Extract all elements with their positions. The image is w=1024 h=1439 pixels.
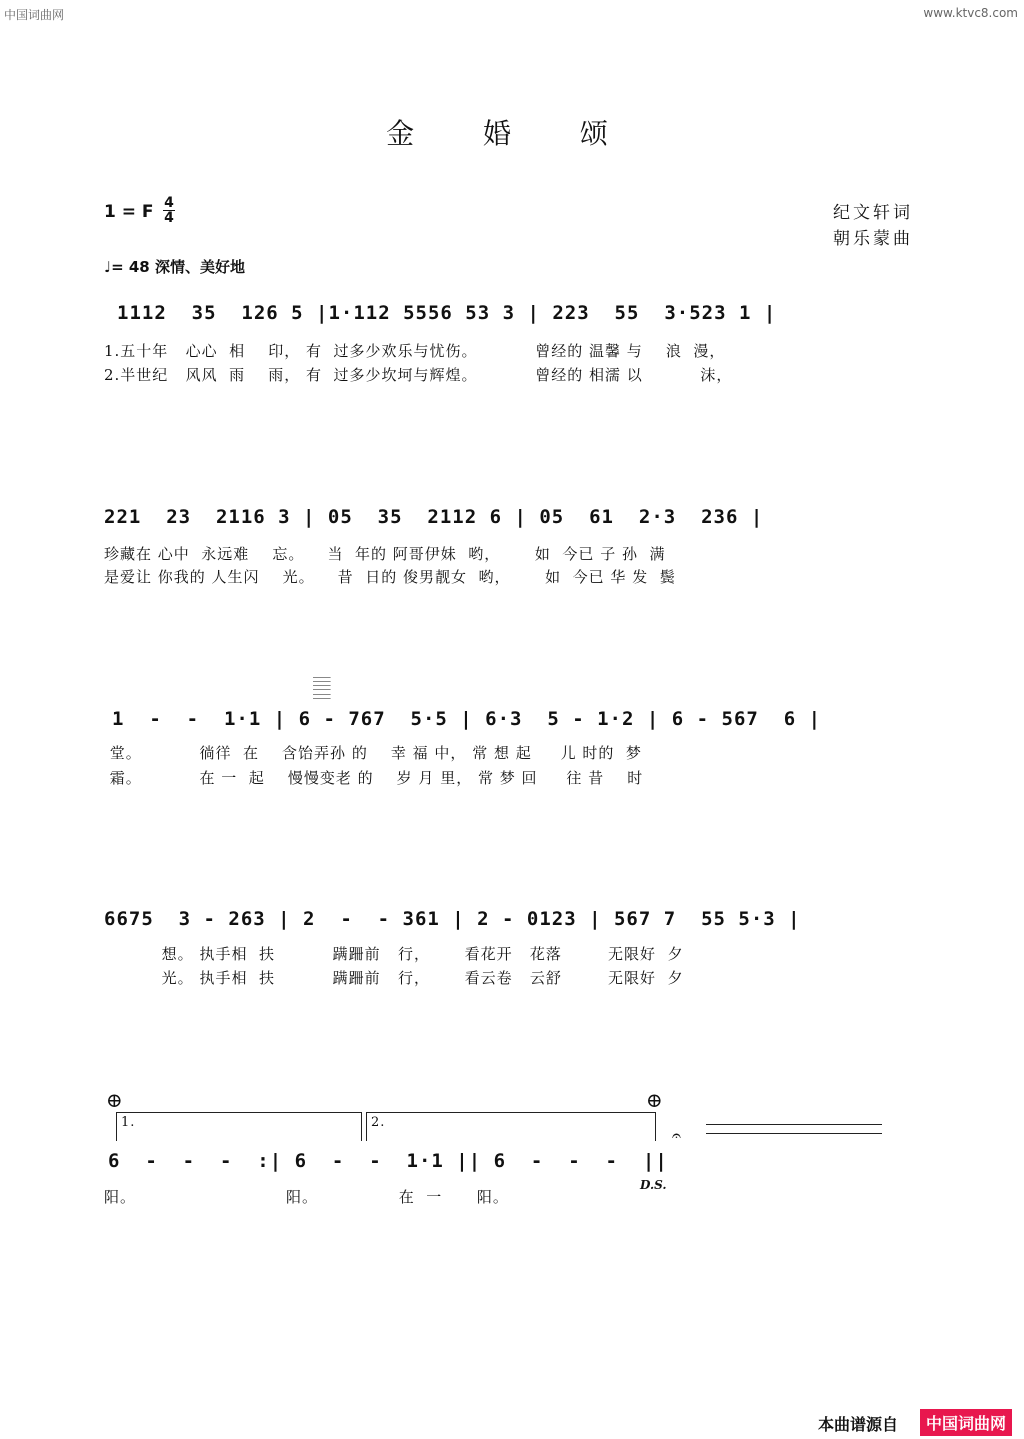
time-bottom: 4 <box>164 210 174 226</box>
volta-1-label: 1. <box>121 1115 136 1130</box>
system-4-lyrics-verse-2: 光。 执手相 扶 蹒跚前 行， 看云卷 云舒 无限好 夕 <box>104 969 684 987</box>
system-1-lyrics-verse-1: 1.五十年 心心 相 印， 有 过多少欢乐与忧伤。 曾经的 温馨 与 浪 漫， <box>104 342 726 360</box>
footer-site[interactable]: 中国词曲网 <box>920 1409 1012 1436</box>
coda-sign-left: ⊕ <box>106 1088 123 1112</box>
system-1-notes: 1112 35 126 5 |1·112 5556 53 3 | 223 55 3·523 1 | <box>117 302 777 324</box>
time-top: 4 <box>164 195 174 211</box>
composer: 朝乐蒙曲 <box>833 229 913 249</box>
watermark-left: 中国词曲网 <box>4 8 65 22</box>
system-5-notes: 6 - - - :| 6 - - 1·1 || 6 - - - || <box>108 1150 668 1172</box>
fermata-icon: 𝄐 <box>672 1126 681 1145</box>
time-signature <box>163 196 175 225</box>
segno-sign: 𝄛 <box>313 675 331 700</box>
system-3-lyrics-verse-2: 霜。 在 一 起 慢慢变老 的 岁 月 里， 常 梦 回 往 昔 时 <box>104 769 644 787</box>
volta-bracket-1 <box>116 1112 362 1141</box>
key-signature: 1 = F <box>104 202 154 222</box>
watermark-right: www.ktvc8.com <box>923 6 1018 20</box>
tempo-value: = 48 <box>111 258 150 276</box>
system-3-notes: 1 - - 1·1 | 6 - 767 5·5 | 6·3 5 - 1·2 | 6 - 567 6 | <box>112 708 822 730</box>
footer-source: 本曲谱源自 <box>818 1415 899 1434</box>
tempo-mood: 深情、美好地 <box>154 258 245 276</box>
system-5-lyrics: 阳。 阳。 在 一 阳。 <box>104 1188 509 1206</box>
song-title: 金 婚 颂 <box>386 117 638 150</box>
coda-sign-right: ⊕ <box>646 1088 663 1112</box>
system-4-notes: 6675 3 - 263 | 2 - - 361 | 2 - 0123 | 567 7 55 5·3 | <box>104 908 801 930</box>
system-4-lyrics-verse-1: 想。 执手相 扶 蹒跚前 行， 看花开 花落 无限好 夕 <box>104 945 684 963</box>
system-1-lyrics-verse-2: 2.半世纪 风风 雨 雨， 有 过多少坎坷与辉煌。 曾经的 相濡 以 沫， <box>104 366 733 384</box>
lyricist: 纪文轩词 <box>833 203 913 223</box>
quarter-note-icon: ♩ <box>104 258 112 276</box>
decrescendo-hairpin <box>706 1124 882 1134</box>
system-2-notes: 221 23 2116 3 | 05 35 2112 6 | 05 61 2·3 236 | <box>104 506 764 528</box>
volta-2-label: 2. <box>371 1115 386 1130</box>
system-2-lyrics-verse-1: 珍藏在 心中 永远难 忘。 当 年的 阿哥伊妹 哟， 如 今已 子 孙 满 <box>104 545 666 563</box>
volta-bracket-2 <box>366 1112 656 1141</box>
system-3-lyrics-verse-1: 堂。 徜徉 在 含饴弄孙 的 幸 福 中， 常 想 起 儿 时的 梦 <box>104 744 642 762</box>
system-2-lyrics-verse-2: 是爱让 你我的 人生闪 光。 昔 日的 俊男靓女 哟， 如 今已 华 发 鬓 <box>104 568 676 586</box>
dal-segno-marking: D.S. <box>640 1178 667 1192</box>
tempo-marking <box>104 256 245 277</box>
